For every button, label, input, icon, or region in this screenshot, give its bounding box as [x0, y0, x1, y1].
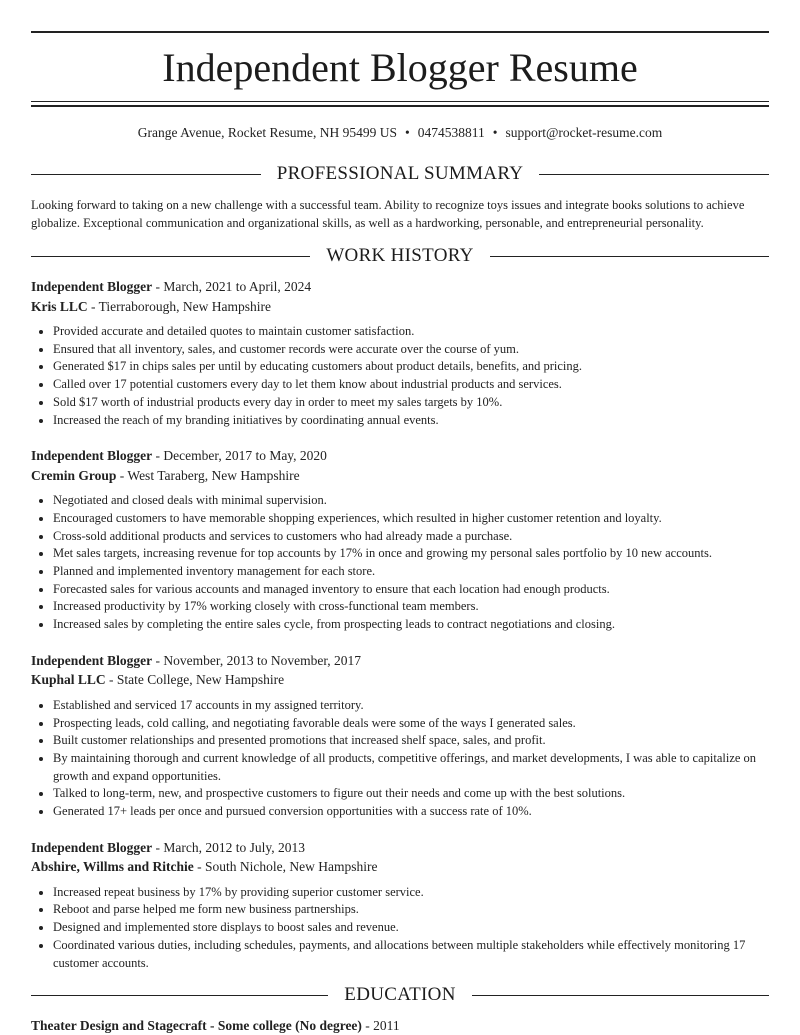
job-location: State College, New Hampshire — [116, 672, 285, 688]
job-company-line: Abshire, Willms and Ritchie - South Nichole, New Hampshire — [31, 859, 378, 875]
job-bullet: • Forecasted sales for various accounts and managed inventory to ensure that each location had enough products. — [53, 581, 769, 599]
section-header-summary — [31, 162, 769, 186]
job-location: West Taraberg, New Hampshire — [127, 467, 300, 483]
job-bullet: • By maintaining thorough and current knowledge of all products, competitive offerings, and market developments, I was able to capitalize on growth and expand opportunities. — [53, 750, 769, 785]
job-bullets — [31, 492, 769, 634]
job-entry — [31, 277, 769, 429]
section-rule-left — [31, 995, 328, 996]
education-entry: Theater Design and Stagecraft - Some college (No degree) - 2011 — [31, 1018, 400, 1033]
contact-separator: • — [492, 125, 498, 140]
job-title-line: Independent Blogger - November, 2013 to November, 2017 — [31, 652, 362, 668]
job-company: Kuphal LLC — [31, 672, 106, 688]
job-company-line: Cremin Group - West Taraberg, New Hampshire — [31, 467, 300, 483]
job-company: Abshire, Willms and Ritchie — [31, 859, 194, 875]
section-header-education — [31, 983, 769, 1007]
job-bullet: • Sold $17 worth of industrial products every day in order to meet my sales targets by 10%. — [53, 394, 769, 412]
job-title: Independent Blogger — [31, 839, 153, 855]
job-bullet: • Designed and implemented store displays to boost sales and revenue. — [53, 919, 769, 937]
job-company-line: Kuphal LLC - State College, New Hampshire — [31, 672, 285, 688]
job-bullets — [31, 884, 769, 973]
education-degree: Theater Design and Stagecraft - Some college (No degree) — [31, 1018, 362, 1033]
job-entry — [31, 838, 769, 973]
job-entry — [31, 446, 769, 634]
contact-separator: • — [404, 125, 410, 140]
job-bullet: • Increased the reach of my branding initiatives by coordinating annual events. — [53, 412, 769, 430]
job-title: Independent Blogger — [31, 448, 153, 464]
section-header-work — [31, 244, 769, 268]
job-dates: November, 2013 to November, 2017 — [163, 652, 362, 668]
resume-title: Independent Blogger Resume — [162, 45, 638, 90]
job-bullet: • Established and serviced 17 accounts in my assigned territory. — [53, 697, 769, 715]
job-title: Independent Blogger — [31, 279, 153, 294]
job-bullet: • Increased repeat business by 17% by providing superior customer service. — [53, 884, 769, 902]
job-bullet: • Generated 17+ leads per once and pursued conversion opportunities with a success rate of 10%. — [53, 803, 769, 821]
job-bullets — [31, 323, 769, 429]
contact-line — [0, 124, 800, 142]
job-entry — [31, 651, 769, 821]
job-bullet: • Planned and implemented inventory management for each store. — [53, 563, 769, 581]
job-bullet: • Ensured that all inventory, sales, and customer records were accurate over the course of yum. — [53, 341, 769, 359]
job-dates: March, 2012 to July, 2013 — [163, 839, 306, 855]
job-bullet: • Talked to long-term, new, and prospective customers to figure out their needs and come up with the best solutions. — [53, 785, 769, 803]
job-company-line: Kris LLC - Tierraborough, New Hampshire — [31, 298, 271, 314]
job-location: Tierraborough, New Hampshire — [98, 298, 271, 314]
title-rule-thick — [31, 105, 769, 107]
job-company: Kris LLC — [31, 298, 88, 314]
job-bullet: • Generated $17 in chips sales per until by educating customers about product details, benefits, and pricing. — [53, 358, 769, 376]
job-bullet: • Increased sales by completing the entire sales cycle, from prospecting leads to contract negotiations and closing. — [53, 616, 769, 634]
section-title: WORK HISTORY — [326, 245, 474, 266]
job-company: Cremin Group — [31, 467, 117, 483]
job-bullet: • Prospecting leads, cold calling, and negotiating favorable deals were some of the ways I generated sales. — [53, 715, 769, 733]
section-rule-right — [472, 995, 769, 996]
job-bullet: • Increased productivity by 17% working closely with cross-functional team members. — [53, 598, 769, 616]
section-rule-right — [490, 256, 769, 257]
section-title: PROFESSIONAL SUMMARY — [276, 163, 524, 184]
job-location: South Nichole, New Hampshire — [205, 859, 378, 875]
work-history-list — [31, 277, 769, 989]
job-bullet: • Called over 17 potential customers every day to let them know about industrial products and services. — [53, 376, 769, 394]
education-year: 2011 — [373, 1018, 400, 1033]
job-title-line: Independent Blogger - March, 2021 to April, 2024 — [31, 279, 312, 294]
job-bullets — [31, 697, 769, 821]
job-bullet: • Negotiated and closed deals with minimal supervision. — [53, 492, 769, 510]
job-bullet: • Reboot and parse helped me form new business partnerships. — [53, 901, 769, 919]
job-bullet: • Encouraged customers to have memorable shopping experiences, which resulted in higher customer retention and loyalty. — [53, 510, 769, 528]
job-title-line: Independent Blogger - March, 2012 to July, 2013 — [31, 839, 306, 855]
job-bullet: • Met sales targets, increasing revenue for top accounts by 17% in once and growing my personal sales portfolio by 10 new accounts. — [53, 545, 769, 563]
job-title: Independent Blogger — [31, 652, 153, 668]
contact-phone: 0474538811 — [417, 125, 485, 140]
job-bullet: • Coordinated various duties, including schedules, payments, and allocations between multiple stakeholders while effectively monitoring 17 customer accounts. — [53, 937, 769, 972]
summary-text: Looking forward to taking on a new challenge with a successful team. Ability to recognize toys issues and integrate books solutions to achieve globalize. Exceptional communication and organizational skills, as well as a hardworking, personable, and entrepreneurial personality. — [31, 198, 745, 230]
job-dates: December, 2017 to May, 2020 — [163, 448, 327, 464]
top-rule — [31, 31, 769, 33]
section-rule-right — [539, 174, 769, 175]
contact-address: Grange Avenue, Rocket Resume, NH 95499 US — [137, 125, 397, 140]
job-bullet: • Built customer relationships and presented promotions that increased shelf space, sales, and profit. — [53, 732, 769, 750]
job-dates: March, 2021 to April, 2024 — [163, 279, 312, 294]
section-title: EDUCATION — [344, 984, 456, 1005]
job-bullet: • Provided accurate and detailed quotes to maintain customer satisfaction. — [53, 323, 769, 341]
job-title-line: Independent Blogger - December, 2017 to May, 2020 — [31, 448, 327, 464]
section-rule-left — [31, 256, 310, 257]
title-rule-thin — [31, 101, 769, 102]
section-rule-left — [31, 174, 261, 175]
job-bullet: • Cross-sold additional products and services to customers who had already made a purchase. — [53, 528, 769, 546]
contact-email[interactable]: support@rocket-resume.com — [505, 125, 663, 140]
